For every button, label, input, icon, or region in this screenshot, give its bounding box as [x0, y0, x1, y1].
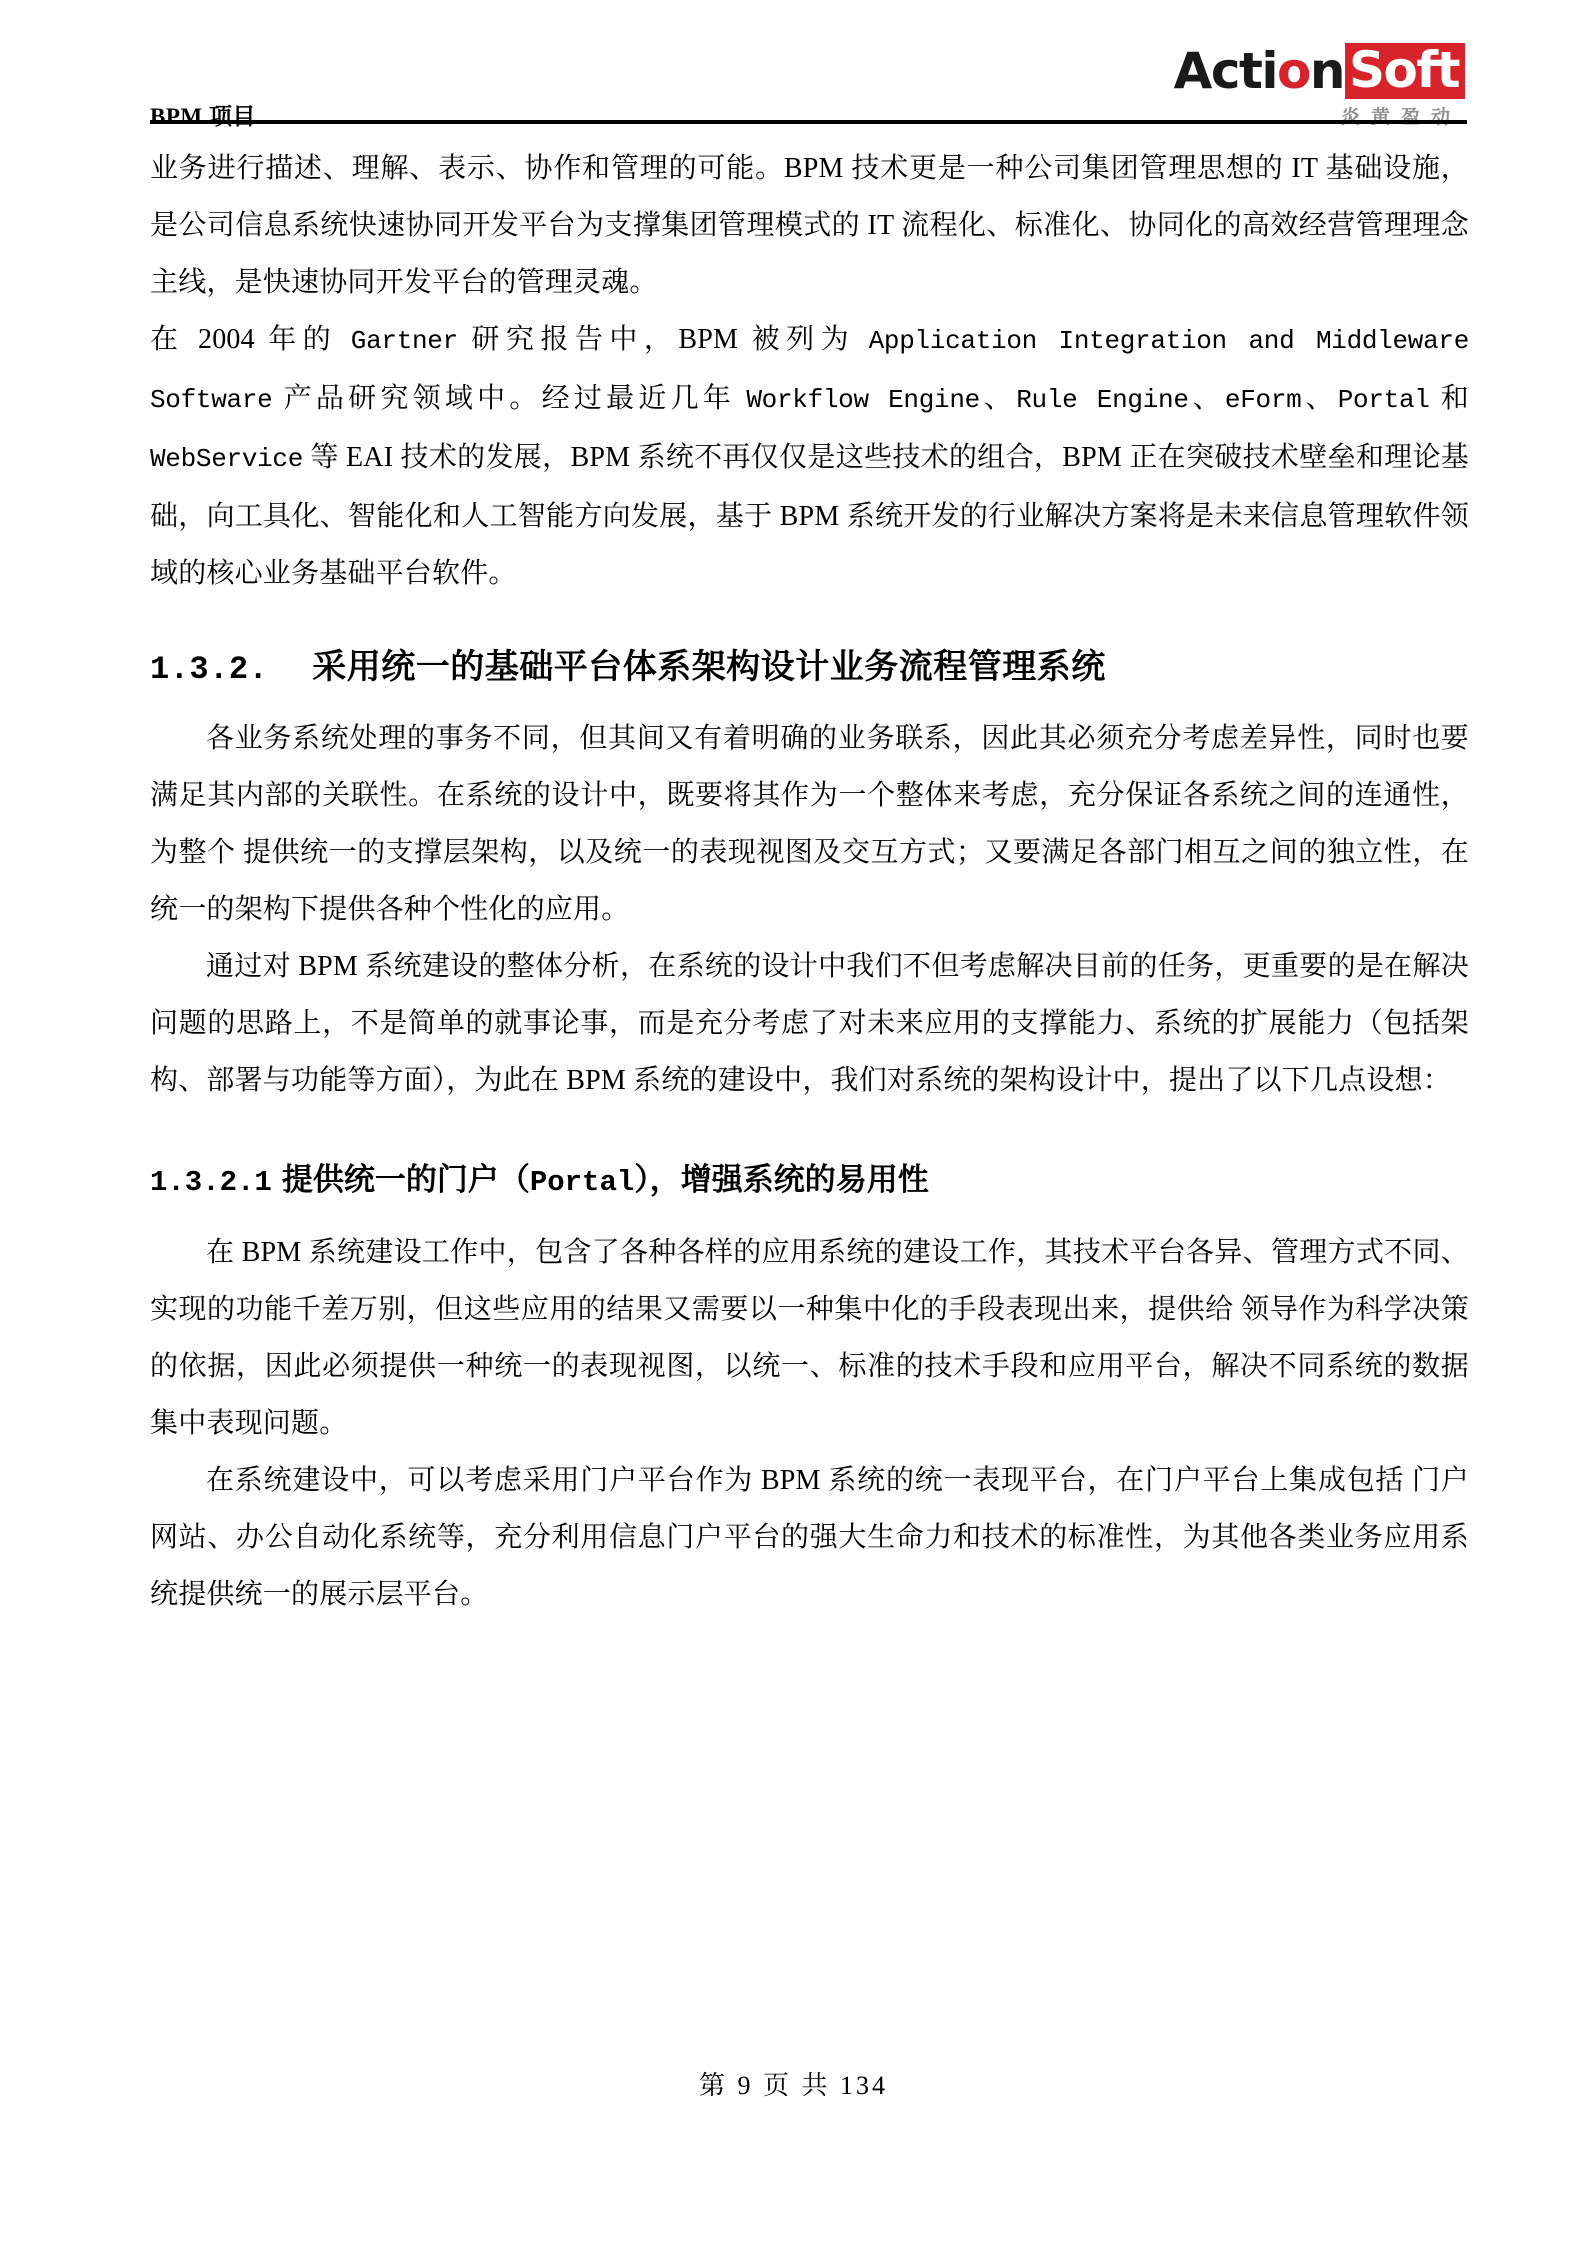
para2-seg-g: 和	[1429, 383, 1470, 414]
subsection-number: 1.3.2.1	[150, 1166, 272, 1199]
para2-seg-a: 在 2004 年的	[150, 324, 351, 355]
para2-term-rule-engine: Rule Engine	[1016, 385, 1189, 415]
paragraph-5: 在 BPM 系统建设工作中，包含了各种各样的应用系统的建设工作，其技术平台各异、管理方式不同、实现的功能千差万别，但这些应用的结果又需要以一种集中化的手段表现出来，提供给 领导作为科学决策的依据，因此必须提供一种统一的表现视图，以统一、标准的技术手段和应用平台，解决不同系统的数据集中表现问题。	[150, 1237, 1469, 1439]
para2-term-portal: Portal	[1337, 385, 1430, 415]
document-body	[150, 140, 1469, 1623]
para2-seg-b: 研究报告中，BPM 被列为	[457, 324, 869, 355]
actionsoft-logo	[1175, 40, 1465, 132]
section-number: 1.3.2.	[150, 651, 269, 688]
paragraph-4: 通过对 BPM 系统建设的整体分析，在系统的设计中我们不但考虑解决目前的任务，更重要的是在解决问题的思路上，不是简单的就事论事，而是充分考虑了对未来应用的支撑能力、系统的扩展能力（包括架构、部署与功能等方面），为此在 BPM 系统的建设中，我们对系统的架构设计中，提出了以下几点设想：	[150, 951, 1469, 1096]
logo-n-text: n	[1309, 42, 1344, 100]
para2-term-application-integration: Application Integration and Middleware Software	[150, 326, 1469, 415]
para2-seg-e: 、	[1188, 383, 1225, 414]
subsection-term-portal: Portal	[529, 1166, 635, 1199]
para2-term-gartner: Gartner	[350, 326, 458, 356]
para2-seg-h: 等 EAI 技术的发展，BPM 系统不再仅仅是这些技术的组合，BPM 正在突破技术壁垒和理论基础，向工具化、智能化和人工智能方向发展，基于 BPM 系统开发的行业解决方案将是未来信息管理软件领域的核心业务基础平台软件。	[150, 442, 1469, 589]
header-divider-rule	[150, 120, 1467, 124]
section-heading-1-3-2	[150, 642, 1469, 696]
page-header	[150, 40, 1465, 130]
subsection-heading-1-3-2-1	[150, 1155, 1469, 1208]
paragraph-2	[150, 311, 1469, 602]
logo-wordmark	[1174, 42, 1465, 100]
logo-o-icon: o	[1277, 42, 1310, 100]
para2-term-webservice: WebService	[150, 444, 304, 474]
logo-subtitle-chinese: 炎黄盈动	[1340, 106, 1461, 128]
para2-seg-d: 、	[979, 383, 1017, 414]
header-document-title: BPM 项目	[150, 104, 256, 129]
logo-soft-badge	[1345, 43, 1465, 99]
logo-text-action	[1173, 42, 1344, 100]
subsection-heading-text-a: 提供统一的门户（	[281, 1162, 530, 1197]
page-number-text: 第 9 页 共 134	[698, 2071, 888, 2100]
para2-seg-c: 产品研究领域中。经过最近几年	[272, 383, 747, 414]
subsection-heading-text-b: ），增强系统的易用性	[634, 1162, 929, 1197]
paragraph-3: 各业务系统处理的事务不同，但其间又有着明确的业务联系，因此其必须充分考虑差异性，同时也要满足其内部的关联性。在系统的设计中，既要将其作为一个整体来考虑，充分保证各系统之间的连通性，为整个 提供统一的支撑层架构，以及统一的表现视图及交互方式；又要满足各部门相互之间的独立性，在统一的架构下提供各种个性化的应用。	[150, 723, 1469, 925]
section-heading-text: 采用统一的基础平台体系架构设计业务流程管理系统	[312, 649, 1106, 686]
logo-text-soft: Soft	[1348, 41, 1459, 99]
para2-term-eform: eForm	[1224, 385, 1302, 415]
paragraph-6: 在系统建设中，可以考虑采用门户平台作为 BPM 系统的统一表现平台，在门户平台上集成包括 门户网站、办公自动化系统等，充分利用信息门户平台的强大生命力和技术的标准性，为其他各类业务应用系统提供统一的展示层平台。	[150, 1465, 1469, 1610]
page-footer	[0, 2065, 1587, 2102]
paragraph-1: 业务进行描述、理解、表示、协作和管理的可能。BPM 技术更是一种公司集团管理思想的 IT 基础设施，是公司信息系统快速协同开发平台为支撑集团管理模式的 IT 流程化、标准化、协同化的高效经营管理理念主线，是快速协同开发平台的管理灵魂。	[150, 153, 1469, 298]
para2-seg-f: 、	[1301, 383, 1338, 414]
para2-term-workflow-engine: Workflow Engine	[746, 385, 980, 415]
logo-acti-text: Acti	[1173, 42, 1278, 100]
